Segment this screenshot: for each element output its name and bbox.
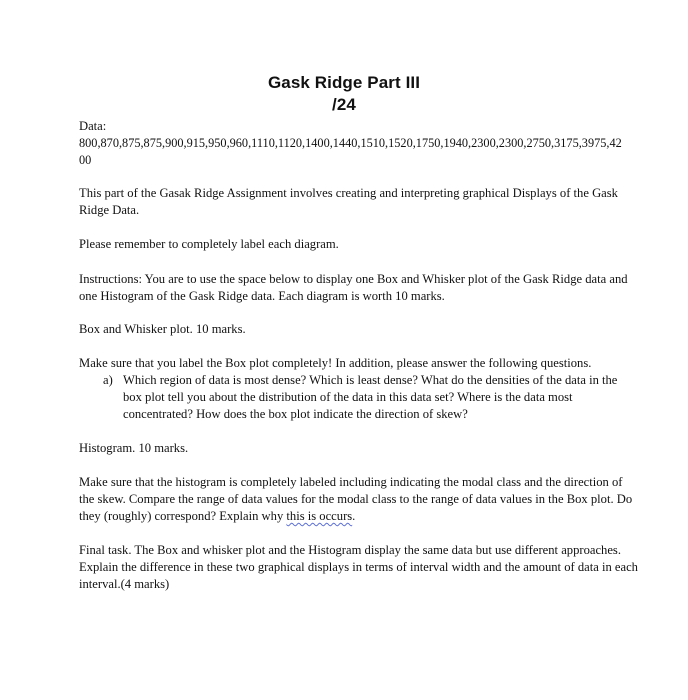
intro-paragraph: This part of the Gasak Ridge Assignment involves creating and interpreting graphical Displays of the Gask Ridge Data.: [79, 186, 618, 217]
question-a-marker: a): [103, 373, 113, 387]
histogram-instructions-text: Make sure that the histogram is completely labeled including indicating the modal class and the direction of the skew. Compare the range of data values for the modal class to the range of data values in the Box plot. Do they (roughly) correspond? Explain why: [79, 475, 633, 523]
histogram-heading: Histogram. 10 marks.: [79, 441, 189, 455]
final-task-paragraph: Final task. The Box and whisker plot and the Histogram display the same data but use different approaches. Explain the difference in these two graphical displays in terms of interval width and the amount of data in each interval.(4 marks): [79, 543, 638, 591]
histogram-instructions: [79, 474, 639, 525]
question-a-text: Which region of data is most dense? Which is least dense? What do the densities of the data in the box plot tell you about the distribution of the data in this data set? Where is the data most concentrated? How does the box plot indicate the direction of skew?: [123, 373, 618, 421]
data-label: Data:: [79, 119, 107, 133]
page-title: Gask Ridge Part III: [267, 73, 421, 92]
data-values: 800,870,875,875,900,915,950,960,1110,1120,1400,1440,1510,1520,1750,1940,2300,2300,2750,3175,3975,4200: [79, 136, 622, 167]
instructions-paragraph: Instructions: You are to use the space below to display one Box and Whisker plot of the Gask Ridge data and one Histogram of the Gask Ridge data. Each diagram is worth 10 marks.: [79, 272, 628, 303]
question-a: [103, 372, 633, 423]
spellcheck-flagged-text: this is occurs: [286, 509, 353, 523]
box-plot-instructions: Make sure that you label the Box plot completely! In addition, please answer the following questions.: [79, 356, 592, 370]
histogram-period: .: [352, 509, 356, 523]
reminder-paragraph: Please remember to completely label each diagram.: [79, 237, 339, 251]
total-marks: /24: [332, 95, 356, 114]
box-plot-heading: Box and Whisker plot. 10 marks.: [79, 322, 246, 336]
